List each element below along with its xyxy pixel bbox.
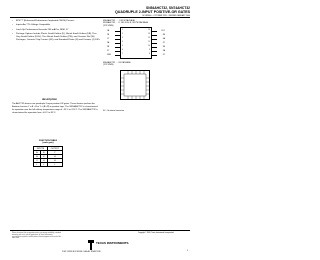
pin-line <box>115 43 121 44</box>
page-number: 1 <box>186 250 188 252</box>
features-list <box>12 20 100 43</box>
pin-number: 8 <box>149 54 150 55</box>
pin-line <box>115 31 121 32</box>
pin-name: 3A <box>162 49 165 52</box>
feature-item: • Package Options Include Plastic Small-Outline (D), Shrink Small-Outline (DB), Thin Very Small-Outline (DGV), Thin Shrink Small-Outline (PW), and Ceramic Flat (W) Packages, Ceramic Chip Carriers (FK), and Standard Plastic (N) and Ceramic (J) DIPs <box>12 33 100 42</box>
pin-name: 1A <box>107 29 110 32</box>
nc-note: NC – No internal connection <box>103 110 125 112</box>
table-cell: H <box>47 159 62 163</box>
table-cell: L <box>47 163 62 167</box>
pin-line <box>151 47 157 48</box>
pin-number: 10 <box>148 46 150 47</box>
pin-number: 9 <box>149 50 150 51</box>
pin-number: 12 <box>148 38 150 39</box>
logo-text: TEXAS INSTRUMENTS <box>96 241 129 245</box>
table-cell: X <box>34 159 41 163</box>
pin-line <box>151 43 157 44</box>
fk-package-diagram <box>120 70 150 100</box>
pin-number: 6 <box>122 50 123 51</box>
table-cell: L <box>34 163 41 167</box>
pin-name: 2A <box>107 41 110 44</box>
pin-number: 3 <box>122 38 123 39</box>
feature-item: • Inputs Are TTL-Voltage Compatible <box>12 24 100 27</box>
description-text: The AHCT32 devices are quadruple 2-input positive-OR gates. These devices perform the Boolean function Y = A + B or Y = (A̅ • B̅) in positive logic. The SN54AHCT32 is characterized for operation over the full military temperature range of –55°C to 125°C. The SN74AHCT32 is characterized for operation from –40°C to 85°C. <box>12 103 98 115</box>
pin-name: 1B <box>107 33 110 36</box>
description-heading: description <box>42 98 58 101</box>
feature-item: • EPIC™ (Enhanced-Performance Implanted CMOS) Process <box>12 20 100 23</box>
pin-name: 4A <box>162 37 165 40</box>
pin-line <box>151 55 157 56</box>
table-col-b: B <box>40 151 47 155</box>
function-table-heading <box>33 140 63 144</box>
pin-line <box>115 55 121 56</box>
table-cell: H <box>34 155 41 159</box>
footer-right <box>138 233 174 235</box>
pin-line <box>115 47 121 48</box>
pin-name: 4Y <box>162 41 165 44</box>
table-col-a: A <box>34 151 41 155</box>
package-header-text: SN54AHCT32 . . . J OR W PACKAGE SN74AHCT32 . . . D, DB, DGV, N, OR PW PACKAGE (TOP VIEW) <box>103 20 149 27</box>
copyright: Copyright © 2000, Texas Instruments Incorporated <box>138 233 174 234</box>
table-col-y: Y <box>47 151 62 155</box>
pin-line <box>115 39 121 40</box>
page-title: QUADRUPLE 2-INPUT POSITIVE-OR GATES <box>114 10 190 14</box>
pin-number: 11 <box>148 42 150 43</box>
pin-number: 5 <box>122 46 123 47</box>
pin-number: 7 <box>122 54 123 55</box>
document-number: SCLS260G – OCTOBER 1995 – REVISED JANUARY 2000 <box>142 15 190 17</box>
table-cell: X <box>40 155 47 159</box>
feature-item: • Latch-Up Performance Exceeds 250 mA Per JESD 17 <box>12 29 100 32</box>
fk-package-header-text: SN54AHCT32 . . . FK PACKAGE (TOP VIEW) <box>103 62 131 67</box>
pin-line <box>151 35 157 36</box>
function-table-heading-text: FUNCTION TABLE (each gate) <box>38 140 58 144</box>
table-cell: H <box>47 155 62 159</box>
pin-number: 2 <box>122 34 123 35</box>
pin-number: 13 <box>148 34 150 35</box>
table-header-output: OUTPUT <box>47 147 62 151</box>
pin-line <box>151 39 157 40</box>
pin-line <box>115 51 121 52</box>
pin-name: 2Y <box>107 49 110 52</box>
pin-name: 2B <box>107 45 110 48</box>
pin-line <box>151 51 157 52</box>
pin-name: 1Y <box>107 37 110 40</box>
pin-name: GND <box>107 53 111 56</box>
pin-name: 4B <box>162 33 165 36</box>
table-header-inputs: INPUTS <box>34 147 48 151</box>
dip-package-diagram <box>107 27 165 59</box>
function-table <box>33 146 63 167</box>
table-cell: L <box>40 163 47 167</box>
fk-package-header <box>103 62 131 67</box>
header-rule <box>10 17 190 18</box>
pin-name: 3B <box>162 45 165 48</box>
pin-name: VCC <box>161 29 165 32</box>
fk-package-pins <box>121 71 149 99</box>
ti-logo-icon <box>86 239 129 251</box>
pin-number: 1 <box>122 30 123 31</box>
footer-rule <box>10 230 190 231</box>
address: POST OFFICE BOX 655303 • DALLAS, TEXAS 75265 <box>62 252 101 253</box>
table-cell: H <box>40 159 47 163</box>
table-row <box>34 163 63 167</box>
pin-line <box>115 35 121 36</box>
pin-number: 4 <box>122 42 123 43</box>
legal-notice: Please be aware that an important notice concerning availability, standard warranty, and use in critical applications of Texas Instruments semiconductor products and disclaimers thereto appears at the end of this data sheet. <box>12 233 62 240</box>
pin-name: 3Y <box>162 53 165 56</box>
pin-line <box>151 31 157 32</box>
pin-number: 14 <box>148 30 150 31</box>
part-number: SN54AHCT32, SN74AHCT32 <box>146 6 190 10</box>
